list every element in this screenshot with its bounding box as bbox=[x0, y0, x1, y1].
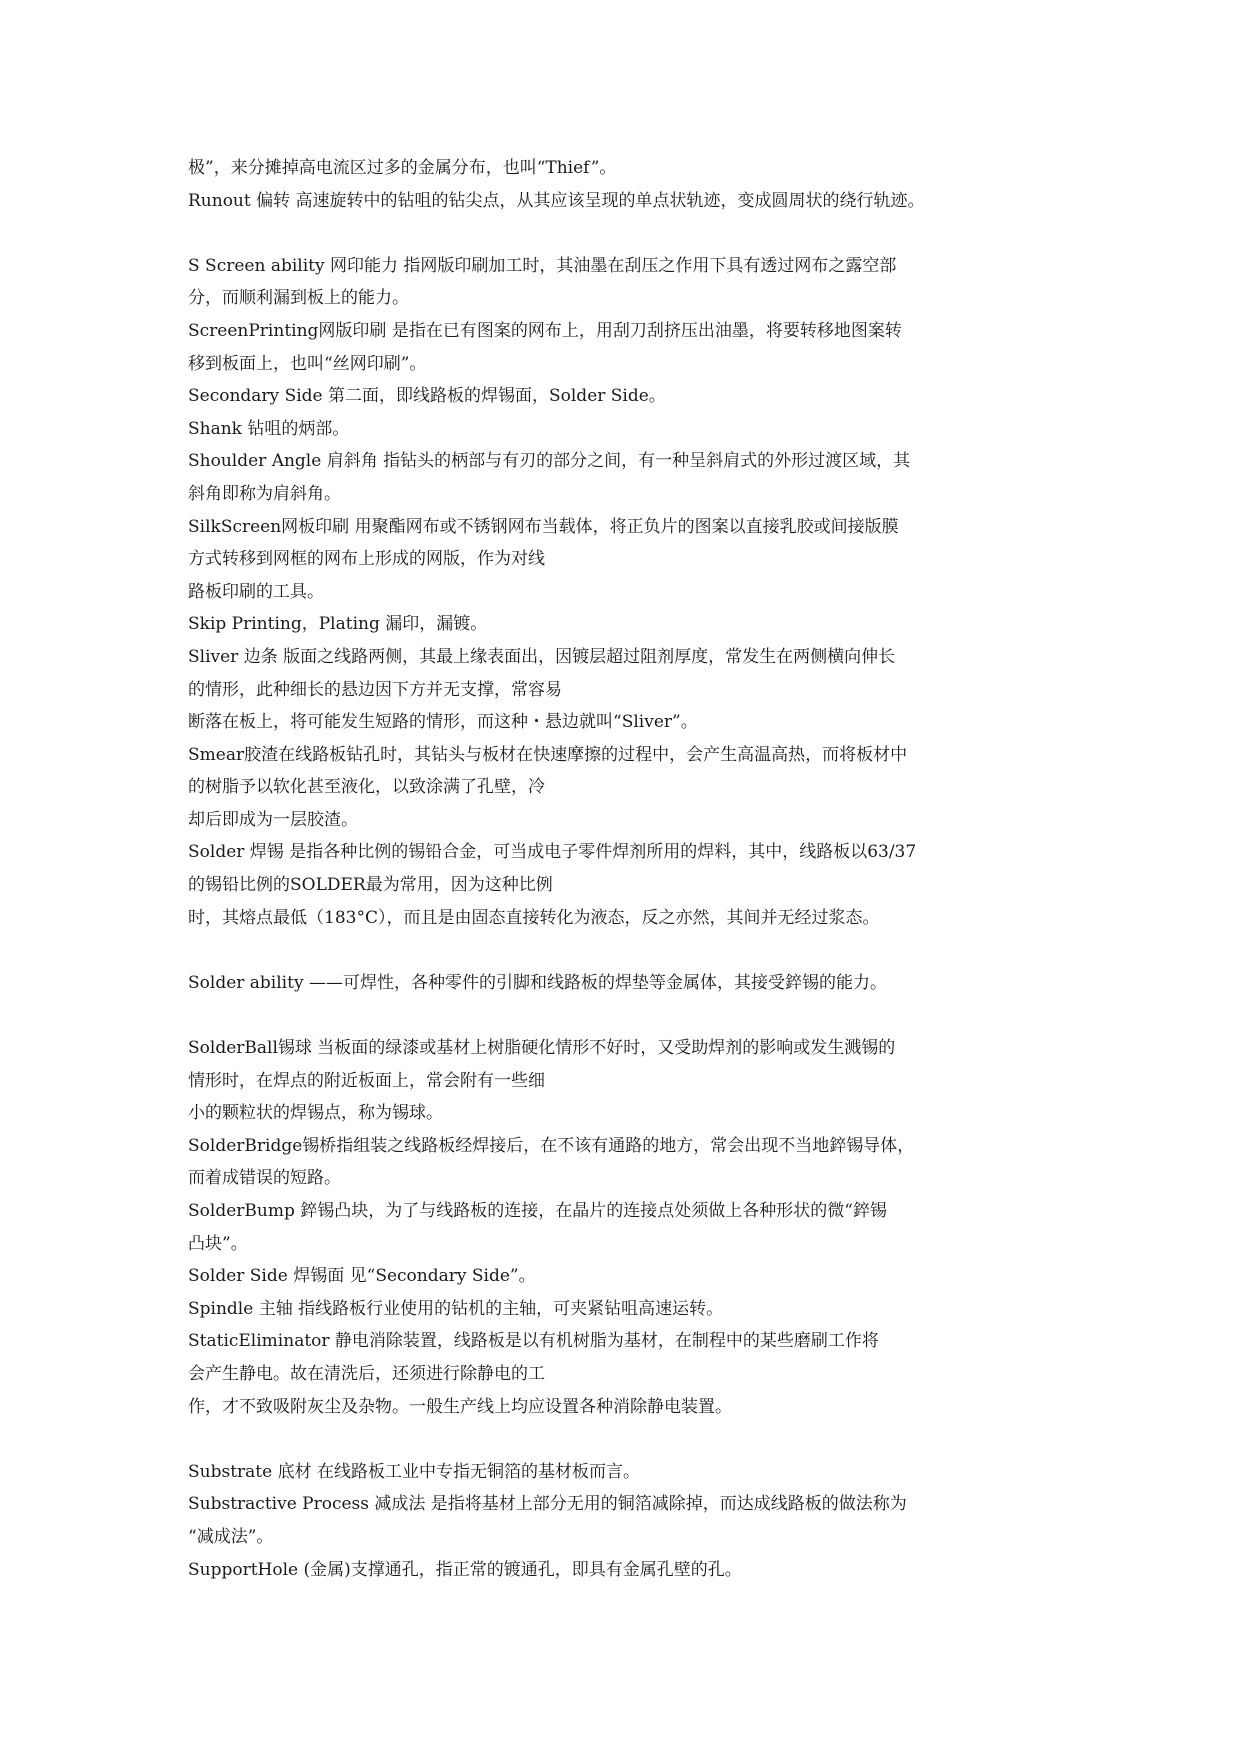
blank-line bbox=[188, 999, 1068, 1032]
blank-line bbox=[188, 217, 1068, 250]
text-line: Shank 钻咀的炳部。 bbox=[188, 418, 350, 439]
text-line: 移到板面上，也叫“丝网印刷”。 bbox=[188, 353, 427, 374]
text-line: 分，而顺利漏到板上的能力。 bbox=[188, 288, 409, 309]
text-line: Secondary Side 第二面，即线路板的焊锡面，Solder Side。 bbox=[188, 386, 666, 407]
text-line: 的树脂予以软化甚至液化，以致涂满了孔壁，冷 bbox=[188, 777, 545, 798]
text-line: Solder 焊锡 是指各种比例的锡铅合金，可当成电子零件焊剂所用的焊料，其中，线路板以63/37 bbox=[188, 842, 917, 863]
text-line: 方式转移到网框的网布上形成的网版，作为对线 bbox=[188, 549, 545, 570]
text-line: 会产生静电。故在清洗后，还须进行除静电的工 bbox=[188, 1363, 545, 1384]
text-line: SilkScreen网板印刷 用聚酯网布或不锈钢网布当载体，将正负片的图案以直接乳胶或间接版膜 bbox=[188, 516, 899, 537]
blank-line bbox=[188, 1423, 1068, 1456]
text-line: SolderBump 錊锡凸块，为了与线路板的连接，在晶片的连接点处须做上各种形状的微“錊锡 bbox=[188, 1201, 887, 1221]
text-line: 斜角即称为肩斜角。 bbox=[188, 483, 341, 504]
text-line: SolderBall锡球 当板面的绿漆或基材上树脂硬化情形不好时，又受助焊剂的影响或发生溅锡的 bbox=[188, 1038, 896, 1059]
text-line: SolderBridge锡桥指组装之线路板经焊接后，在不该有通路的地方，常会出现不当地錊锡导体， bbox=[188, 1135, 915, 1156]
text-line: 小的颗粒状的焊锡点，称为锡球。 bbox=[188, 1103, 443, 1124]
text-line: 断落在板上，将可能发生短路的情形，而这种・悬边就叫“Sliver”。 bbox=[188, 712, 698, 733]
text-line: Shoulder Angle 肩斜角 指钻头的柄部与有刃的部分之间，有一种呈斜肩式的外形过渡区域，其 bbox=[188, 451, 911, 472]
text-line: Substrate 底材 在线路板工业中专指无铜箔的基材板而言。 bbox=[188, 1461, 640, 1482]
text-line: Sliver 边条 版面之线路两侧，其最上缘表面出，因镀层超过阻剂厚度，常发生在两侧横向伸长 bbox=[188, 646, 896, 667]
text-line: S Screen ability 网印能力 指网版印刷加工时，其油墨在刮压之作用下具有透过网布之露空部 bbox=[188, 255, 897, 276]
text-line: StaticEliminator 静电消除装置，线路板是以有机树脂为基材，在制程中的某些磨刷工作将 bbox=[188, 1331, 879, 1352]
text-line: 极”，来分摊掉高电流区过多的金属分布，也叫“Thief”。 bbox=[188, 158, 617, 178]
text-line: Spindle 主轴 指线路板行业使用的钻机的主轴，可夹紧钻咀高速运转。 bbox=[188, 1298, 724, 1319]
text-line: Substractive Process 减成法 是指将基材上部分无用的铜箔减除掉，而达成线路板的做法称为 bbox=[188, 1494, 907, 1515]
text-line: ScreenPrinting网版印刷 是指在已有图案的网布上，用刮刀刮挤压出油墨，将要转移地图案转 bbox=[188, 320, 902, 341]
text-line: Solder Side 焊锡面 见“Secondary Side”。 bbox=[188, 1266, 536, 1287]
text-line: 时，其熔点最低（183°C），而且是由固态直接转化为液态，反之亦然，其间并无经过浆态。 bbox=[188, 907, 880, 928]
document-body bbox=[188, 152, 1068, 1586]
text-line: Smear胶渣在线路板钻孔时，其钻头与板材在快速摩擦的过程中，会产生高温高热，而将板材中 bbox=[188, 744, 908, 765]
blank-line bbox=[188, 934, 1068, 967]
text-line: 路板印刷的工具。 bbox=[188, 581, 324, 602]
text-line: “减成法”。 bbox=[188, 1526, 274, 1547]
text-line: 的情形，此种细长的悬边因下方并无支撑，常容易 bbox=[188, 679, 562, 700]
text-line: 而着成错误的短路。 bbox=[188, 1168, 341, 1189]
text-line: Runout 偏转 高速旋转中的钻咀的钻尖点，从其应该呈现的单点状轨迹，变成圆周状的绕行轨迹。 bbox=[188, 190, 925, 211]
text-line: 凸块”。 bbox=[188, 1233, 248, 1254]
text-line: Skip Printing，Plating 漏印，漏镀。 bbox=[188, 614, 488, 635]
text-line: 作，才不致吸附灰尘及杂物。一般生产线上均应设置各种消除静电装置。 bbox=[188, 1396, 732, 1417]
text-line: 却后即成为一层胶渣。 bbox=[188, 809, 358, 830]
text-line: 情形时，在焊点的附近板面上，常会附有一些细 bbox=[188, 1070, 545, 1091]
text-line: Solder ability ——可焊性，各种零件的引脚和线路板的焊垫等金属体，其接受錊锡的能力。 bbox=[188, 972, 887, 993]
text-line: SupportHole (金属)支撑通孔，指正常的镀通孔，即具有金属孔壁的孔。 bbox=[188, 1559, 742, 1580]
text-line: 的锡铅比例的SOLDER最为常用，因为这种比例 bbox=[188, 875, 553, 896]
